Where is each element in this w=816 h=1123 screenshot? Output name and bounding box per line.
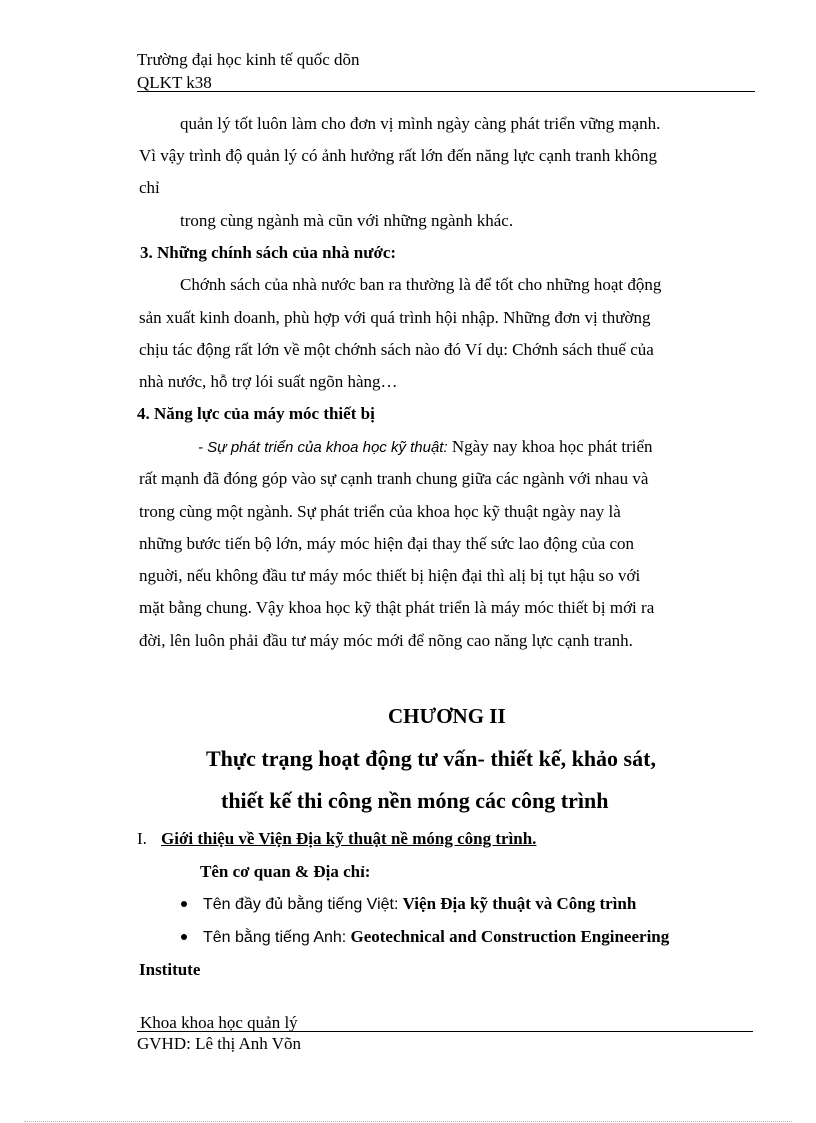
footer-faculty: Khoa khoa học quản lý — [140, 1013, 298, 1032]
bullet-1-value: Viện Địa kỹ thuật và Công trình — [402, 894, 637, 913]
p3-line6: mặt bằng chung. Vậy khoa học kỹ thật phát triển là máy móc thiết bị mới ra — [139, 598, 655, 617]
p3-line7: đời, lên luôn phải đầu tư máy móc mới để nõng cao năng lực cạnh tranh. — [139, 631, 633, 650]
bullet-1-label: Tên đầy đủ bằng tiếng Việt: — [203, 896, 399, 913]
header-school: Trường đại học kinh tế quốc dõn — [137, 50, 360, 69]
heading-4: 4. Năng lực của máy móc thiết bị — [137, 404, 375, 423]
header-class: QLKT k38 — [137, 73, 212, 92]
p3-line1-rest: Ngày nay khoa học phát triển — [451, 437, 653, 456]
p1-line2: Vì vậy trình độ quản lý có ảnh hưởng rất lớn đến năng lực cạnh tranh không — [139, 146, 657, 165]
chapter-number: CHƯƠNG II — [388, 704, 506, 728]
p3-line1 — [198, 437, 653, 457]
p3-line4: những bước tiến bộ lớn, máy móc hiện đại thay thế sức lao động của con — [139, 534, 635, 553]
header-rule — [137, 91, 755, 92]
bullet-2-label: Tên bằng tiếng Anh: — [203, 929, 347, 946]
p3-line2: rất mạnh đã đóng góp vào sự cạnh tranh chung giữa các ngành với nhau và — [139, 469, 649, 488]
p2-line4: nhà nước, hỗ trợ lói suất ngõn hàng… — [139, 372, 398, 391]
bullet-2 — [203, 927, 669, 947]
bullet-dot-1 — [181, 901, 187, 907]
heading-3: 3. Những chính sách của nhà nước: — [140, 243, 397, 262]
footer-advisor: GVHD: Lê thị Anh Võn — [137, 1034, 302, 1053]
page-bottom-edge — [24, 1121, 792, 1122]
p1-line4: trong cùng ngành mà cũn với những ngành khác. — [180, 211, 514, 230]
bullet-dot-2 — [181, 934, 187, 940]
p3-line5: nguời, nếu không đầu tư máy móc thiết bị hiện đại thì alị bị tụt hậu so với — [139, 566, 641, 585]
section-subheading: Tên cơ quan & Địa chỉ: — [200, 862, 371, 881]
p2-line3: chịu tác động rất lớn về một chớnh sách nào đó Ví dụ: Chớnh sách thuế của — [139, 340, 654, 359]
p2-line2: sản xuất kinh doanh, phù hợp với quá trình hội nhập. Những đơn vị thường — [139, 308, 651, 327]
p3-line3: trong cùng một ngành. Sự phát triển của khoa học kỹ thuật ngày nay là — [139, 502, 621, 521]
bullet-2-value: Geotechnical and Construction Engineering — [350, 927, 670, 946]
p1-line1: quản lý tốt luôn làm cho đơn vị mình ngày càng phát triển vững mạnh. — [180, 114, 661, 133]
section-numeral: I. — [137, 829, 147, 848]
p2-line1: Chớnh sách của nhà nước ban ra thường là để tốt cho những hoạt động — [180, 275, 662, 294]
p1-line3: chỉ — [139, 178, 160, 197]
section-heading: Giới thiệu về Viện Địa kỹ thuật nề móng công trình. — [161, 829, 537, 848]
chapter-title-line1: Thực trạng hoạt động tư vấn- thiết kế, khảo sát, — [206, 746, 656, 771]
footer-rule — [137, 1031, 753, 1032]
chapter-title-line2: thiết kế thi công nền móng các công trình — [221, 788, 609, 813]
bullet-1 — [203, 894, 636, 914]
bullet-2-continuation: Institute — [139, 960, 201, 979]
p3-italic-lead: - Sự phát triển của khoa học kỹ thuật: — [198, 439, 448, 456]
